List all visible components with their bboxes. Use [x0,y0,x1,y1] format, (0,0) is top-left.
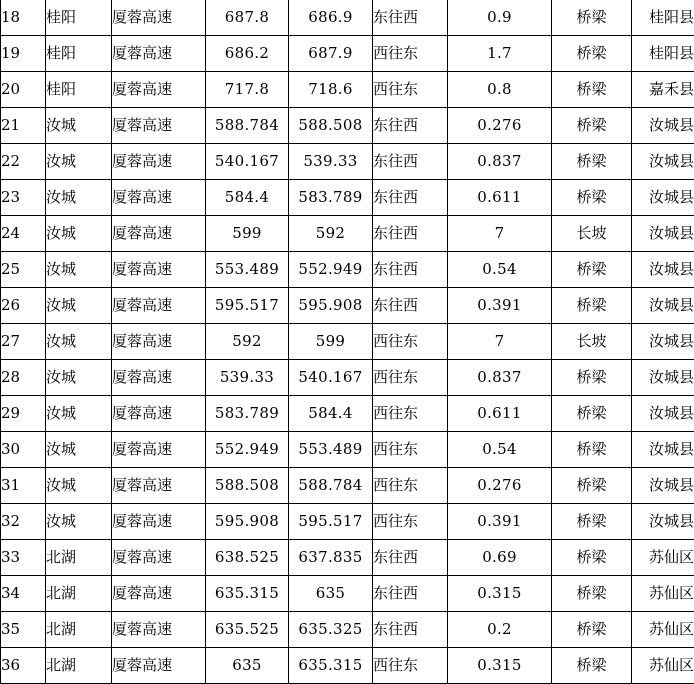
end-stake-cell: 588.508 [289,108,373,144]
row-number-cell: 27 [1,324,46,360]
end-stake-cell: 539.33 [289,144,373,180]
city-cell: 北湖 [46,612,112,648]
length-cell: 0.837 [448,360,552,396]
city-cell: 汝城 [46,432,112,468]
end-stake-cell: 595.517 [289,504,373,540]
type-cell: 桥梁 [552,576,632,612]
start-stake-cell: 635 [206,648,289,684]
highway-cell: 厦蓉高速 [112,72,206,108]
row-number-cell: 22 [1,144,46,180]
table-row [1,144,694,180]
start-stake-cell: 539.33 [206,360,289,396]
length-cell: 0.611 [448,180,552,216]
county-cell: 汝城县 [632,396,694,432]
county-cell: 汝城县 [632,216,694,252]
row-number-cell: 21 [1,108,46,144]
start-stake-cell: 584.4 [206,180,289,216]
length-cell: 7 [448,324,552,360]
city-cell: 桂阳 [46,36,112,72]
row-number-cell: 35 [1,612,46,648]
start-stake-cell: 686.2 [206,36,289,72]
highway-cell: 厦蓉高速 [112,648,206,684]
length-cell: 0.315 [448,576,552,612]
end-stake-cell: 637.835 [289,540,373,576]
highway-cell: 厦蓉高速 [112,324,206,360]
direction-cell: 东往西 [373,0,448,36]
row-number-cell: 20 [1,72,46,108]
type-cell: 桥梁 [552,360,632,396]
city-cell: 汝城 [46,180,112,216]
city-cell: 汝城 [46,288,112,324]
table-row [1,432,694,468]
start-stake-cell: 583.789 [206,396,289,432]
row-number-cell: 34 [1,576,46,612]
type-cell: 桥梁 [552,0,632,36]
city-cell: 桂阳 [46,0,112,36]
type-cell: 桥梁 [552,648,632,684]
table-row [1,612,694,648]
highway-cell: 厦蓉高速 [112,504,206,540]
table-row [1,468,694,504]
direction-cell: 西往东 [373,36,448,72]
type-cell: 长坡 [552,216,632,252]
table-row [1,324,694,360]
highway-cell: 厦蓉高速 [112,396,206,432]
row-number-cell: 29 [1,396,46,432]
direction-cell: 东往西 [373,612,448,648]
length-cell: 0.611 [448,396,552,432]
highway-cell: 厦蓉高速 [112,288,206,324]
table-row [1,252,694,288]
end-stake-cell: 584.4 [289,396,373,432]
row-number-cell: 19 [1,36,46,72]
city-cell: 汝城 [46,360,112,396]
city-cell: 北湖 [46,576,112,612]
table-row [1,216,694,252]
table-row [1,180,694,216]
start-stake-cell: 595.908 [206,504,289,540]
county-cell: 嘉禾县 [632,72,694,108]
end-stake-cell: 599 [289,324,373,360]
start-stake-cell: 540.167 [206,144,289,180]
row-number-cell: 33 [1,540,46,576]
row-number-cell: 23 [1,180,46,216]
row-number-cell: 32 [1,504,46,540]
county-cell: 汝城县 [632,180,694,216]
start-stake-cell: 687.8 [206,0,289,36]
highway-cell: 厦蓉高速 [112,216,206,252]
length-cell: 0.2 [448,612,552,648]
type-cell: 桥梁 [552,180,632,216]
county-cell: 苏仙区 [632,576,694,612]
start-stake-cell: 553.489 [206,252,289,288]
highway-cell: 厦蓉高速 [112,360,206,396]
table-row [1,576,694,612]
table-row [1,0,694,36]
type-cell: 桥梁 [552,432,632,468]
city-cell: 汝城 [46,144,112,180]
start-stake-cell: 588.508 [206,468,289,504]
start-stake-cell: 638.525 [206,540,289,576]
length-cell: 0.54 [448,252,552,288]
type-cell: 长坡 [552,324,632,360]
length-cell: 0.69 [448,540,552,576]
county-cell: 苏仙区 [632,648,694,684]
end-stake-cell: 635 [289,576,373,612]
type-cell: 桥梁 [552,108,632,144]
end-stake-cell: 588.784 [289,468,373,504]
end-stake-cell: 687.9 [289,36,373,72]
start-stake-cell: 717.8 [206,72,289,108]
type-cell: 桥梁 [552,72,632,108]
highway-cell: 厦蓉高速 [112,252,206,288]
county-cell: 苏仙区 [632,540,694,576]
type-cell: 桥梁 [552,36,632,72]
county-cell: 汝城县 [632,504,694,540]
table-row [1,360,694,396]
row-number-cell: 36 [1,648,46,684]
end-stake-cell: 552.949 [289,252,373,288]
length-cell: 0.9 [448,0,552,36]
highway-cell: 厦蓉高速 [112,540,206,576]
row-number-cell: 18 [1,0,46,36]
end-stake-cell: 553.489 [289,432,373,468]
city-cell: 汝城 [46,324,112,360]
length-cell: 0.54 [448,432,552,468]
type-cell: 桥梁 [552,252,632,288]
city-cell: 北湖 [46,648,112,684]
end-stake-cell: 595.908 [289,288,373,324]
county-cell: 汝城县 [632,288,694,324]
end-stake-cell: 635.325 [289,612,373,648]
direction-cell: 西往东 [373,72,448,108]
county-cell: 苏仙区 [632,612,694,648]
direction-cell: 东往西 [373,288,448,324]
highway-cell: 厦蓉高速 [112,432,206,468]
row-number-cell: 24 [1,216,46,252]
city-cell: 汝城 [46,504,112,540]
highway-cell: 厦蓉高速 [112,612,206,648]
row-number-cell: 28 [1,360,46,396]
county-cell: 桂阳县 [632,0,694,36]
table-row [1,72,694,108]
table-row [1,396,694,432]
direction-cell: 东往西 [373,144,448,180]
direction-cell: 东往西 [373,576,448,612]
direction-cell: 东往西 [373,540,448,576]
highway-cell: 厦蓉高速 [112,576,206,612]
table-body [1,0,694,684]
row-number-cell: 31 [1,468,46,504]
type-cell: 桥梁 [552,504,632,540]
length-cell: 0.276 [448,468,552,504]
end-stake-cell: 686.9 [289,0,373,36]
direction-cell: 西往东 [373,504,448,540]
city-cell: 汝城 [46,468,112,504]
county-cell: 汝城县 [632,324,694,360]
table-row [1,288,694,324]
type-cell: 桥梁 [552,396,632,432]
county-cell: 汝城县 [632,360,694,396]
type-cell: 桥梁 [552,540,632,576]
county-cell: 汝城县 [632,252,694,288]
length-cell: 1.7 [448,36,552,72]
direction-cell: 西往东 [373,396,448,432]
city-cell: 汝城 [46,216,112,252]
end-stake-cell: 540.167 [289,360,373,396]
start-stake-cell: 635.315 [206,576,289,612]
highway-cell: 厦蓉高速 [112,36,206,72]
start-stake-cell: 588.784 [206,108,289,144]
length-cell: 0.8 [448,72,552,108]
type-cell: 桥梁 [552,612,632,648]
table-row [1,36,694,72]
row-number-cell: 26 [1,288,46,324]
direction-cell: 东往西 [373,180,448,216]
city-cell: 北湖 [46,540,112,576]
city-cell: 汝城 [46,396,112,432]
direction-cell: 西往东 [373,432,448,468]
end-stake-cell: 635.315 [289,648,373,684]
highway-cell: 厦蓉高速 [112,468,206,504]
start-stake-cell: 599 [206,216,289,252]
county-cell: 汝城县 [632,468,694,504]
end-stake-cell: 592 [289,216,373,252]
county-cell: 汝城县 [632,432,694,468]
table-row [1,540,694,576]
length-cell: 0.391 [448,504,552,540]
start-stake-cell: 635.525 [206,612,289,648]
row-number-cell: 30 [1,432,46,468]
highway-cell: 厦蓉高速 [112,0,206,36]
type-cell: 桥梁 [552,144,632,180]
length-cell: 0.315 [448,648,552,684]
table-row [1,504,694,540]
highway-cell: 厦蓉高速 [112,144,206,180]
direction-cell: 西往东 [373,360,448,396]
length-cell: 0.276 [448,108,552,144]
highway-cell: 厦蓉高速 [112,108,206,144]
start-stake-cell: 552.949 [206,432,289,468]
row-number-cell: 25 [1,252,46,288]
length-cell: 0.391 [448,288,552,324]
type-cell: 桥梁 [552,468,632,504]
direction-cell: 西往东 [373,468,448,504]
city-cell: 汝城 [46,108,112,144]
end-stake-cell: 583.789 [289,180,373,216]
direction-cell: 东往西 [373,252,448,288]
length-cell: 7 [448,216,552,252]
type-cell: 桥梁 [552,288,632,324]
direction-cell: 东往西 [373,216,448,252]
length-cell: 0.837 [448,144,552,180]
direction-cell: 东往西 [373,108,448,144]
county-cell: 汝城县 [632,144,694,180]
highway-cell: 厦蓉高速 [112,180,206,216]
table-row [1,108,694,144]
city-cell: 汝城 [46,252,112,288]
end-stake-cell: 718.6 [289,72,373,108]
table-row [1,648,694,684]
direction-cell: 西往东 [373,324,448,360]
county-cell: 汝城县 [632,108,694,144]
start-stake-cell: 595.517 [206,288,289,324]
city-cell: 桂阳 [46,72,112,108]
start-stake-cell: 592 [206,324,289,360]
county-cell: 桂阳县 [632,36,694,72]
direction-cell: 西往东 [373,648,448,684]
